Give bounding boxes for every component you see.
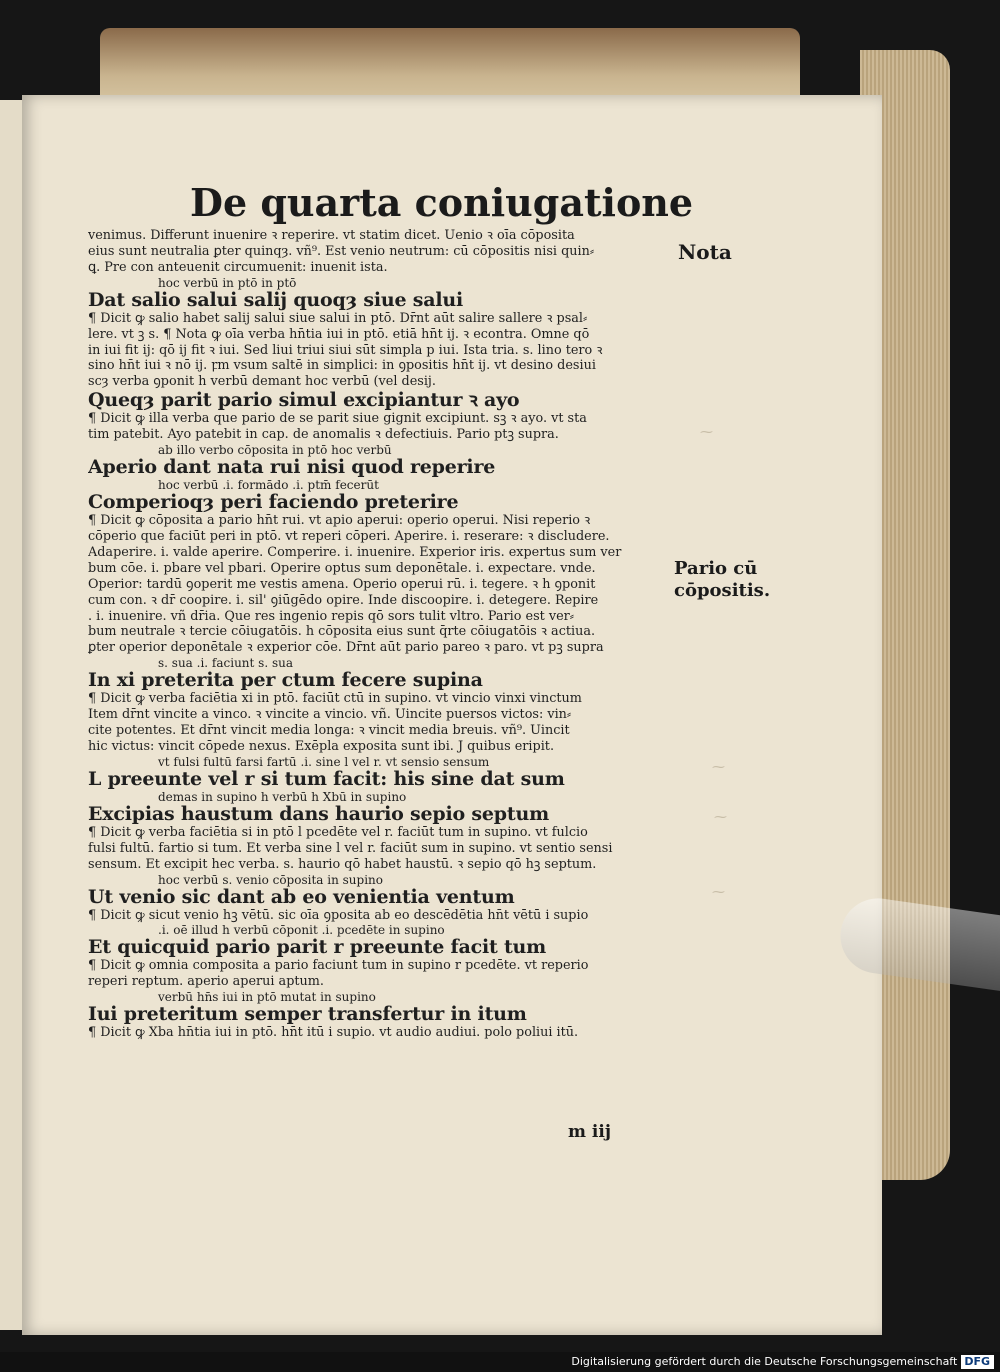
commentary-line: ꝗ. Pre con anteuenit circumuenit: inuenit ista. — [88, 259, 388, 275]
commentary-line: tim patebit. Ayo patebit in cap. de anomalis ꝛ defectiuis. Pario ptꝫ supra. — [88, 427, 559, 443]
verse-line: Excipias haustum dans haurio sepio septum — [88, 803, 549, 825]
commentary-line: ¶ Dicit ꝙ salio habet salij salui siue salui in ptō. Dr̄nt aūt salire sallere ꝛ psal⸗ — [88, 310, 588, 326]
page-body — [88, 228, 674, 1041]
verse-line: Comperioqȝ peri faciendo preterire — [88, 492, 459, 514]
commentary-line: Adaperire. i. valde aperire. Comperire. i. inuenire. Experior iris. expertus sum ver — [88, 544, 622, 560]
commentary-line: Item dr̄nt vincite a vinco. ꝛ vincite a vincio. vñ. Uincite puersos victos: vin⸗ — [88, 707, 572, 723]
commentary-line: sino hn̄t iui ꝛ nō ij. ꝼm vsum saltē in simplici: in ꝯpositis hn̄t ij. vt desino desiui — [88, 358, 596, 374]
commentary-line: in iui fit ij: qō ij fit ꝛ iui. Sed liui triui siui sūt simpla p iui. Ista tria. s. lino tero ꝛ — [88, 342, 603, 358]
gloss-line: hoc verbū s. venio cōposita in supino — [158, 872, 383, 887]
verse-line: Ut venio sic dant ab eo venientia ventum — [88, 886, 515, 908]
commentary-line: cōperio que faciūt peri in ptō. vt reperi cōperi. Aperire. i. reserare: ꝛ discludere. — [88, 528, 610, 544]
commentary-line: reperi reptum. aperio aperui aptum. — [88, 974, 324, 990]
footer-text: Digitalisierung gefördert durch die Deutsche Forschungsgemeinschaft — [571, 1355, 958, 1368]
dfg-logo: DFG — [961, 1355, 994, 1369]
gloss-line: .i. oē illud h verbū cōponit .i. pcedēte in supino — [158, 923, 445, 938]
facing-page-edge — [0, 100, 22, 1330]
footer-bar — [0, 1352, 1000, 1372]
bleed-through-mark: ⁓ — [712, 885, 725, 900]
verse-line: Aperio dant nata rui nisi quod reperire — [88, 457, 496, 479]
commentary-line: ¶ Dicit ꝙ verba faciētia si in ptō l pcedēte vel r. faciūt tum in supino. vt fulcio — [88, 824, 588, 840]
commentary-line: Operior: tardū ꝯoperit me vestis amena. Operio operui rū. i. tegere. ꝛ h ꝯponit — [88, 576, 596, 592]
commentary-line: fulsi fultū. fartio si tum. Et verba sine l vel r. faciūt sum in supino. vt sentio sensi — [88, 840, 613, 856]
commentary-line: hic victus: vincit cōpede nexus. Exēpla exposita sunt ibi. J quibus eripit. — [88, 738, 555, 754]
verse-line: Et quicquid pario parit r preeunte facit tum — [88, 937, 547, 959]
commentary-line: ¶ Dicit ꝙ cōposita a pario hn̄t rui. vt apio aperui: operio operui. Nisi reperio ꝛ — [88, 513, 591, 529]
bleed-through-mark: ⁓ — [714, 810, 727, 825]
commentary-line: ¶ Dicit ꝙ sicut venio hꝫ vētū. sic oīa ꝯposita ab eo descēdētia hn̄t vētū i supio — [88, 907, 589, 923]
commentary-line: bum neutrale ꝛ tercie cōiugatōis. h cōposita eius sunt q̄rte cōiugatōis ꝛ actiua. — [88, 624, 596, 640]
gloss-line: s. sua .i. faciunt s. sua — [158, 656, 293, 671]
commentary-line: ¶ Dicit ꝙ verba faciētia xi in ptō. faciūt ctū in supino. vt vincio vinxi vinctum — [88, 691, 582, 707]
commentary-line: venimus. Differunt inuenire ꝛ reperire. vt statim dicet. Uenio ꝛ oīa cōposita — [88, 228, 575, 243]
commentary-line: ꝑter operior deponētale ꝛ experior cōe. Dr̄nt aūt pario pareo ꝛ paro. vt pꝫ supra — [88, 640, 604, 656]
commentary-line: lere. vt ꝫ s. ¶ Nota ꝙ oīa verba hn̄tia iui in ptō. etiā hn̄t ij. ꝛ econtra. Omne qō — [88, 326, 590, 342]
commentary-line: sensum. Et excipit hec verba. s. haurio qō habet haustū. ꝛ sepio qō hꝫ septum. — [88, 856, 597, 872]
gloss-line: ab illo verbo cōposita in ptō hoc verbū — [158, 443, 392, 458]
gloss-line: hoc verbū .i. formādo .i. ptm̄ fecerūt — [158, 478, 379, 493]
margin-note-pario: Pario cū cōpositis. — [674, 558, 771, 601]
commentary-line: ¶ Dicit ꝙ Xba hn̄tia iui in ptō. hn̄t itū i supio. vt audio audiui. polo poliui itū. — [88, 1025, 579, 1041]
running-head: De quarta coniugatione — [190, 180, 694, 225]
gloss-line: demas in supino h verbū h Xbū in supino — [158, 789, 407, 804]
verse-line: Iui preteritum semper transfertur in itum — [88, 1004, 527, 1026]
commentary-line: . i. inuenire. vñ dr̄ia. Que res ingenio repis qō sors tulit vltro. Pario est ver⸗ — [88, 608, 575, 624]
commentary-line: eius sunt neutralia ꝑter quinqȝ. vñ⁹. Est venio neutrum: cū cōpositis nisi quin⸗ — [88, 243, 595, 259]
commentary-line: scȝ verba ꝯponit h verbū demant hoc verbū (vel desij. — [88, 374, 436, 390]
commentary-line: cite potentes. Et dr̄nt vincit media longa: ꝛ vincit media breuis. vñ⁹. Uincit — [88, 723, 570, 739]
verse-line: Queqȝ parit pario simul excipiantur ꝛ ayo — [88, 390, 520, 412]
commentary-line: ¶ Dicit ꝙ illa verba que pario de se parit siue gignit excipiunt. sꝫ ꝛ ayo. vt sta — [88, 411, 587, 427]
commentary-line: bum cōe. i. pbare vel pbari. Operire optus sum deponētale. i. expectare. vnde. — [88, 560, 596, 576]
gloss-line: verbū hn̄s iui in ptō mutat in supino — [158, 990, 376, 1005]
verse-line: In xi preterita per ctum fecere supina — [88, 670, 483, 692]
commentary-line: cum con. ꝛ dr̄ coopire. i. sil' ꝯiūgēdo opire. Inde discoopire. i. detegere. Repire — [88, 592, 599, 608]
verse-line: Dat salio salui salij quoqȝ siue salui — [88, 289, 464, 311]
signature-mark: m iij — [568, 1122, 611, 1142]
verse-line: L preeunte vel r si tum facit: his sine dat sum — [88, 768, 565, 790]
bleed-through-mark: ⁓ — [700, 425, 713, 440]
bleed-through-mark: ⁓ — [712, 760, 725, 775]
gloss-line: hoc verbū in ptō in ptō — [158, 275, 297, 290]
gloss-line: vt fulsi fultū farsi fartū .i. sine l vel r. vt sensio sensum — [158, 754, 490, 769]
margin-note-nota: Nota — [678, 240, 732, 264]
commentary-line: ¶ Dicit ꝙ omnia composita a pario faciunt tum in supino r pcedēte. vt reperio — [88, 958, 589, 974]
